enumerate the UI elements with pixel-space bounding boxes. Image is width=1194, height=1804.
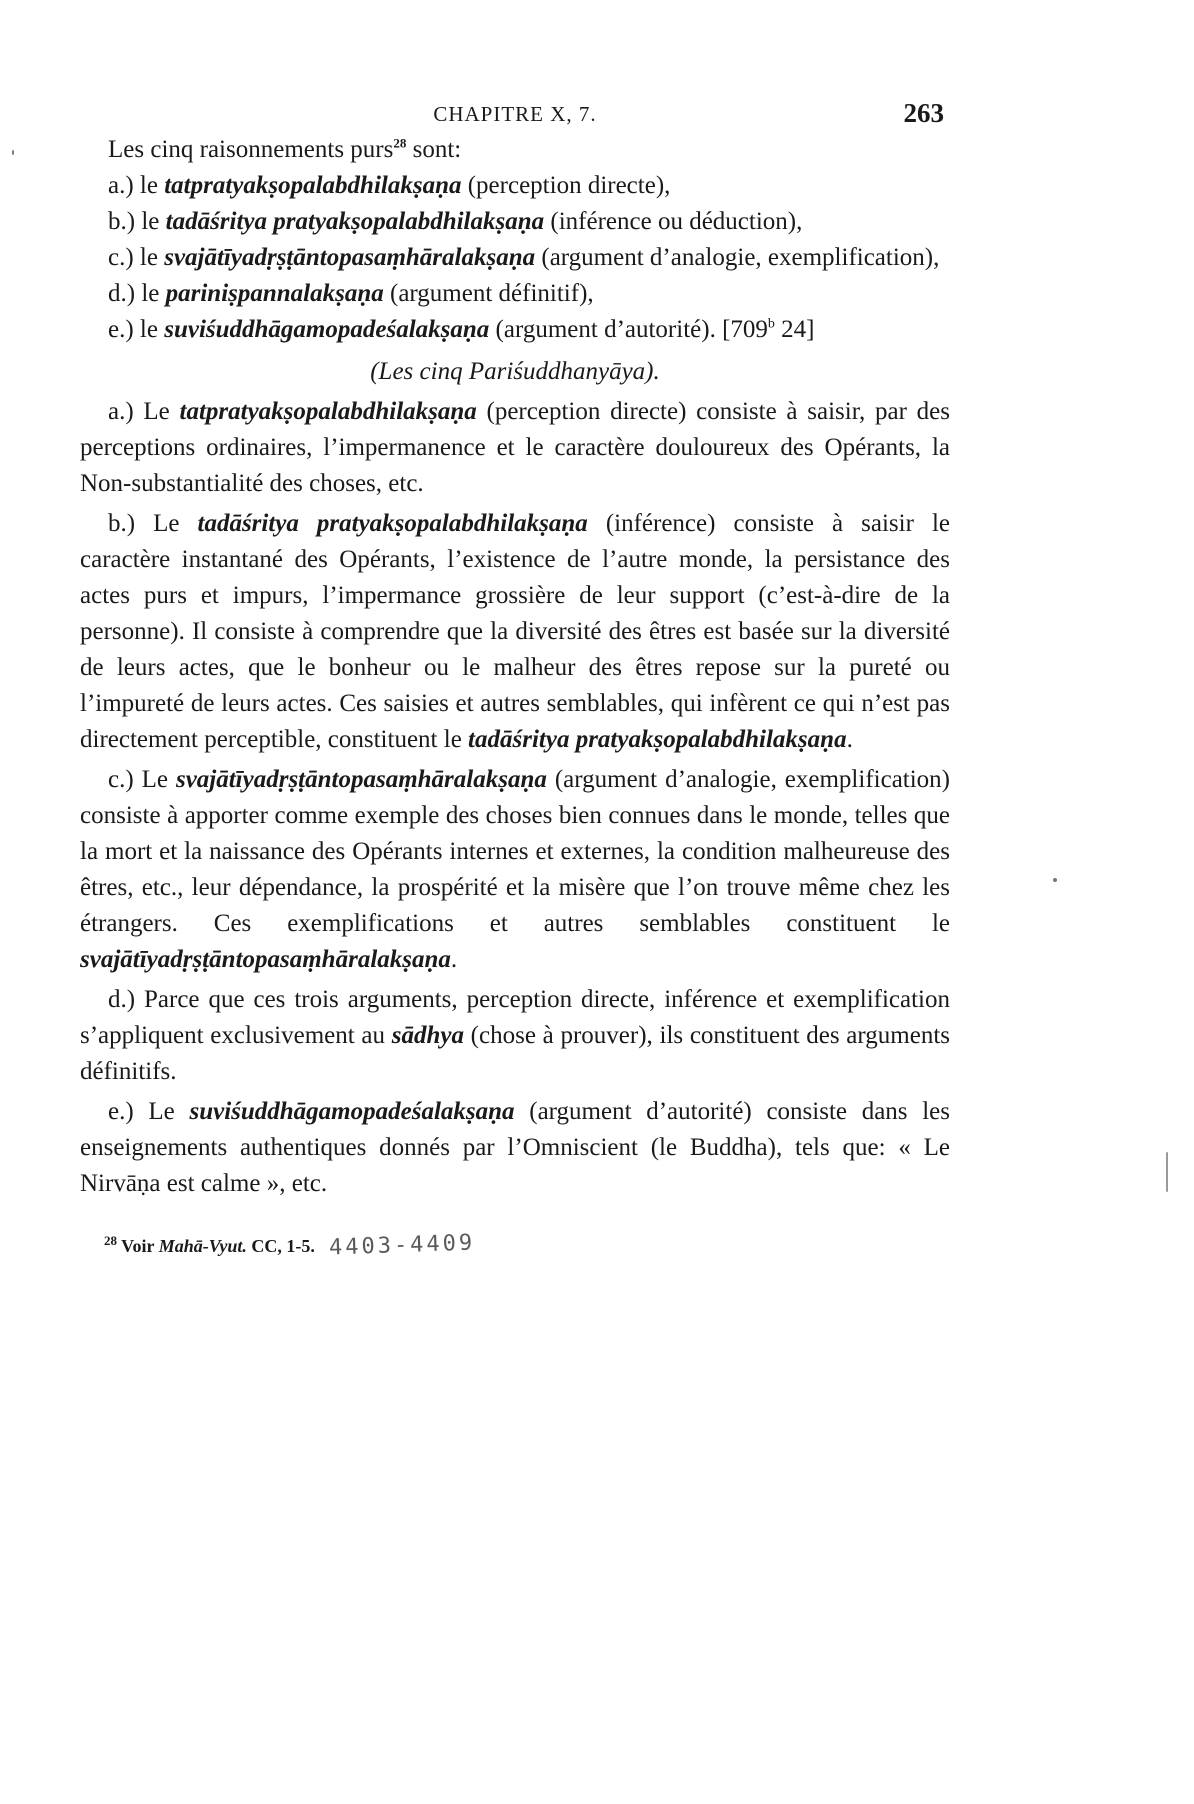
list-gloss: (perception directe),	[461, 172, 671, 199]
paragraph-a	[80, 394, 950, 502]
paragraph-b	[80, 506, 950, 758]
footnote	[80, 1232, 950, 1260]
sanskrit-term: tatpratyakṣopalabdhilakṣaṇa	[179, 398, 477, 425]
paragraph-label: b.) Le	[108, 510, 198, 537]
sanskrit-term: sādhya	[391, 1022, 464, 1049]
sanskrit-term: suviśuddhāgamopadeśalakṣaṇa	[164, 316, 490, 343]
handwritten-annotation: 4403-4409	[328, 1230, 476, 1261]
paragraph-text: (argument d’autorité) consiste dans les enseignements authentiques donnés par l’Omniscient (le Buddha), tels que: « Le Nirvāṇa est calme », etc.	[80, 1098, 950, 1197]
list-gloss: (argument définitif),	[383, 280, 594, 307]
list-label: e.) le	[108, 316, 165, 343]
list-item-d	[80, 276, 950, 312]
list-label: d.) le	[108, 280, 166, 307]
paragraph-label: c.) Le	[108, 766, 176, 793]
sanskrit-term: tatpratyakṣopalabdhilakṣaṇa	[164, 172, 462, 199]
footnote-marker: 28	[393, 135, 407, 151]
paragraph-label: a.) Le	[108, 398, 180, 425]
paragraph-c	[80, 762, 950, 978]
list-item-c	[80, 240, 950, 276]
list-gloss: (argument d’analogie, exemplification),	[535, 244, 940, 271]
intro-text-end: sont:	[406, 136, 462, 163]
intro-paragraph	[80, 132, 950, 168]
paragraph-text-end: (chose à prouver), ils constituent des arguments définitifs.	[80, 1022, 950, 1085]
list-label: b.) le	[108, 208, 166, 235]
footnote-ref: CC, 1-5.	[246, 1236, 315, 1256]
paragraph-text: d.) Parce que ces trois arguments, perception directe, inférence et exemplification s’appliquent exclusivement au	[80, 986, 950, 1049]
section-heading: (Les cinq Pariśuddhanyāya).	[370, 358, 660, 385]
list-gloss: (argument d’autorité). [709	[489, 316, 768, 343]
sanskrit-term: svajātīyadṛṣṭāntopasaṃhāralakṣaṇa	[175, 766, 547, 793]
sanskrit-term: tadāśritya pratyakṣopalabdhilakṣaṇa	[197, 510, 588, 537]
book-page	[80, 92, 950, 1260]
scan-speck	[1053, 878, 1057, 882]
sanskrit-term: pariniṣpannalakṣaṇa	[165, 280, 384, 307]
paragraph-text: (inférence) consiste à saisir le caractère instantané des Opérants, l’existence de l’autre monde, la persistance des actes purs et impurs, l’impermance grossière de leur support (c’est-à-dire de la personne). Il consiste à comprendre que la diversité des êtres est basée sur la diversité de leurs actes, que le bonheur ou le malheur des êtres repose sur la pureté ou l’impureté de leurs actes. Ces saisies et autres semblables, qui infèrent ce qui n’est pas directement perceptible, constituent le	[80, 510, 950, 753]
list-item-a	[80, 168, 950, 204]
sanskrit-term: suviśuddhāgamopadeśalakṣaṇa	[189, 1098, 515, 1125]
list-label: a.) le	[108, 172, 165, 199]
scan-speck	[12, 150, 14, 155]
paragraph-label: e.) Le	[108, 1098, 190, 1125]
paragraph-d	[80, 982, 950, 1090]
sanskrit-term-end: tadāśritya pratyakṣopalabdhilakṣaṇa	[468, 726, 847, 753]
list-item-e	[80, 312, 950, 348]
list-label: c.) le	[108, 244, 165, 271]
footnote-title: Mahā-Vyut.	[158, 1236, 247, 1256]
paragraph-e	[80, 1094, 950, 1202]
intro-text: Les cinq raisonnements purs	[108, 136, 394, 163]
list-gloss: (inférence ou déduction),	[544, 208, 803, 235]
paragraph-end: .	[450, 946, 458, 973]
folio-side: b	[767, 316, 775, 332]
sanskrit-term-end: svajātīyadṛṣṭāntopasaṃhāralakṣaṇa	[80, 946, 451, 973]
paragraph-text: (argument d’analogie, exemplification) consiste à apporter comme exemple des choses bien connues dans le monde, telles que la mort et la naissance des Opérants internes et externes, la condition malheureuse des êtres, etc., leur dépendance, la prospérité et la misère que l’on trouve même chez les étrangers. Ces exemplifications et autres semblables constituent le	[80, 766, 951, 937]
running-header	[80, 92, 950, 132]
scan-speck	[1166, 1152, 1168, 1192]
paragraph-end: .	[846, 726, 853, 753]
paragraph-text: (perception directe) consiste à saisir, par des perceptions ordinaires, l’impermanence et le caractère douloureux des Opérants, la Non-substantialité des choses, etc.	[80, 398, 950, 497]
page-number: 263	[903, 98, 944, 128]
folio-ref-end: 24]	[774, 316, 815, 343]
sanskrit-term: tadāśritya pratyakṣopalabdhilakṣaṇa	[165, 208, 545, 235]
footnote-prefix: Voir	[117, 1236, 159, 1256]
list-item-b	[80, 204, 950, 240]
sanskrit-term: svajātīyadṛṣṭāntopasaṃhāralakṣaṇa	[164, 244, 536, 271]
body-text	[80, 132, 950, 1202]
running-title: CHAPITRE X, 7.	[433, 102, 597, 126]
footnote-number: 28	[104, 1233, 117, 1248]
